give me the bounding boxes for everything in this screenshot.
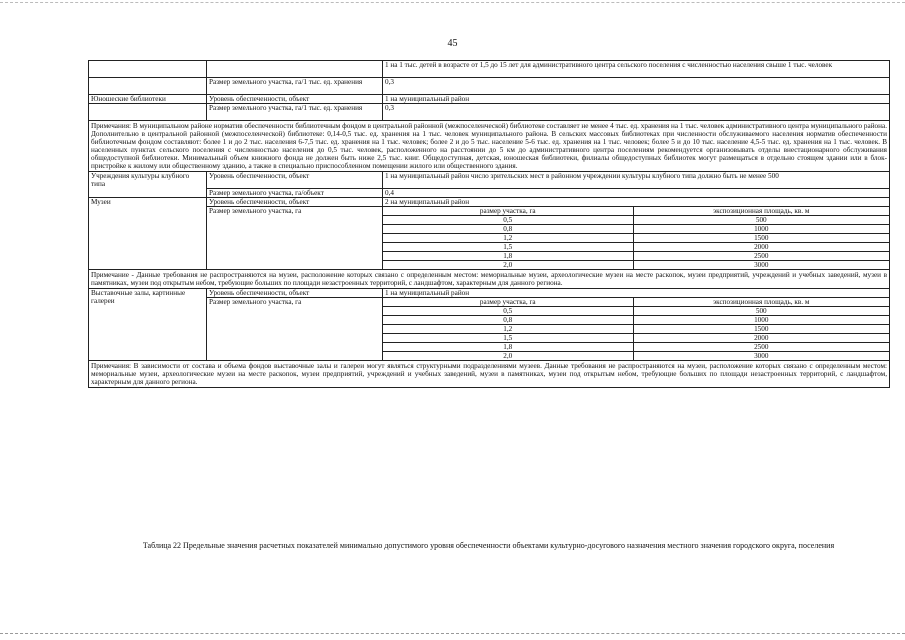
inner-row — [383, 343, 889, 352]
inner-row — [383, 325, 889, 334]
inner-header-row — [383, 298, 889, 307]
inner-row — [383, 334, 889, 343]
inner-row — [383, 316, 889, 325]
inner-header-row — [383, 207, 889, 216]
note-libraries: Примечания: В муниципальном районе норматив обеспеченности библиотечным фондом в центральной районной (межпоселенческой) библиотеке составляет не менее 4 тыс. ед. хранения на 1 тыс. человек административного центра муниципального района. Дополнительно в центральной районной (межпоселенческой) библиотеке: 0,14-0,5 тыс. ед. хранения на 1 тыс. человек муниципального района. В сельских массовых библиотеках при численности обслуживаемого населения норматив обеспеченности библиотечным фондом составляют: более 1 и до 2 тыс. населения 6-7,5 тыс. ед. хранения на 1 тыс. человек; более 2 и до 5 тыс. население 5-6 тыс. ед. хранения на 1 тыс. человек; более 5 и до 10 тыс. население 4,5-5 тыс. ед. хранения на 1 тыс. человек. В населенных пунктах сельского поселения с численностью населения до 0,5 тыс. человек, расположенного на расстоянии до 5 км до административного центра поселениям рекомендуется организовывать отделы внестационарного обслуживания общедоступной библиотеки. Минимальный объем книжного фонда не должен быть ниже 2,5 тыс. книг. Общедоступная, детская, юношеская библиотеки, филиалы общедоступных библиотек могут размещаться в отдельно стоящем здании или в блок-пристройке к жилому или общественному зданию, а также в специально приспособленном помещении жилого или общественного здания. — [89, 121, 890, 172]
inner-header: экспозиционная площадь, кв. м — [633, 207, 889, 216]
document-body — [88, 60, 889, 388]
museum-area-cell — [383, 207, 890, 270]
table-row — [89, 198, 890, 207]
table-row — [89, 289, 890, 298]
table-row — [89, 189, 890, 198]
inner-cell: 1500 — [633, 325, 889, 334]
inner-cell: 1,2 — [383, 325, 633, 334]
museum-area-table — [383, 207, 889, 269]
table-cell-param: Размер земельного участка, га/объект — [207, 189, 383, 198]
inner-header: экспозиционная площадь, кв. м — [633, 298, 889, 307]
table-cell-name: Учреждения культуры клубного типа — [89, 172, 207, 198]
table-row — [89, 104, 890, 121]
inner-cell: 500 — [633, 307, 889, 316]
inner-row — [383, 307, 889, 316]
inner-cell: 2000 — [633, 334, 889, 343]
table-row-note — [89, 121, 890, 172]
inner-cell: 2500 — [633, 252, 889, 261]
inner-row — [383, 225, 889, 234]
table-cell-value: 2 на муниципальный район — [383, 198, 890, 207]
inner-cell: 0,8 — [383, 225, 633, 234]
table-cell-name: Юношеские библиотеки — [89, 95, 207, 104]
inner-cell: 1000 — [633, 225, 889, 234]
table-caption: Таблица 22 Предельные значения расчетных показателей минимально допустимого уровня обеспеченности объектами культурно-досугового назначения местного значения городского округа, поселения — [142, 541, 835, 550]
table-cell-value: 0,3 — [383, 78, 890, 95]
table-row-note — [89, 361, 890, 388]
table-cell-param: Размер земельного участка, га/1 тыс. ед. хранения — [207, 78, 383, 95]
note-galleries: Примечания: В зависимости от состава и объема фондов выставочные залы и галереи могут являться структурными подразделениями музеев. Данные требования не распространяются на музеи, расположение которых связано с определенным местом: мемориальные музеи, археологические музеи на месте раскопок, музеи предприятий, учреждений и учебных заведений, музеи в памятниках, музеи под открытым небом, требующие больших по площади незастроенных территорий, с ландшафтом, характерным для данного региона. — [89, 361, 890, 388]
scan-edge-bottom — [0, 633, 905, 634]
inner-header: размер участка, га — [383, 298, 633, 307]
inner-cell: 500 — [633, 216, 889, 225]
table-cell-param: Уровень обеспеченности, объект — [207, 172, 383, 189]
inner-cell: 1500 — [633, 234, 889, 243]
gallery-area-table — [383, 298, 889, 360]
table-cell-param: Уровень обеспеченности, объект — [207, 289, 383, 298]
inner-cell: 1000 — [633, 316, 889, 325]
table-cell-param: Размер земельного участка, га — [207, 298, 383, 361]
inner-cell: 2000 — [633, 243, 889, 252]
table-row — [89, 95, 890, 104]
note-museums: Примечание - Данные требования не распространяются на музеи, расположение которых связано с определенным местом: мемориальные музеи, археологические музеи на месте раскопок, музеи предприятий, учреждений и учебных заведений, музеи в памятниках, музеи под открытым небом, требующие больших по площади незастроенных территорий, с ландшафтом, характерным для данного региона. — [89, 270, 890, 289]
table-cell — [89, 104, 207, 121]
inner-cell: 2,0 — [383, 261, 633, 270]
inner-cell: 1,5 — [383, 243, 633, 252]
table-cell-value: 1 на муниципальный район — [383, 289, 890, 298]
inner-row — [383, 261, 889, 270]
scan-edge-top — [0, 2, 905, 3]
table-row — [89, 78, 890, 95]
inner-cell: 3000 — [633, 352, 889, 361]
table-cell-value: 1 на муниципальный район — [383, 95, 890, 104]
table-cell-value: 1 на 1 тыс. детей в возрасте от 1,5 до 15 лет для административного центра сельского поселения с численностью населения свыше 1 тыс. человек — [383, 61, 890, 78]
page-number: 45 — [447, 38, 458, 49]
table-cell-value: 1 на муниципальный район число зрительских мест в районном учреждении культуры клубного типа должно быть не менее 500 — [383, 172, 890, 189]
table-row — [89, 298, 890, 361]
table-row-note — [89, 270, 890, 289]
inner-cell: 1,8 — [383, 252, 633, 261]
table-row — [89, 207, 890, 270]
table-cell-param: Размер земельного участка, га — [207, 207, 383, 270]
inner-cell: 1,5 — [383, 334, 633, 343]
table-cell-name: Музеи — [89, 198, 207, 270]
table-cell-param: Уровень обеспеченности, объект — [207, 198, 383, 207]
inner-cell: 3000 — [633, 261, 889, 270]
table-row — [89, 61, 890, 78]
inner-header: размер участка, га — [383, 207, 633, 216]
inner-row — [383, 252, 889, 261]
gallery-area-cell — [383, 298, 890, 361]
inner-cell: 0,8 — [383, 316, 633, 325]
table-cell-value: 0,3 — [383, 104, 890, 121]
inner-row — [383, 243, 889, 252]
inner-cell: 0,5 — [383, 216, 633, 225]
table-cell-param: Уровень обеспеченности, объект — [207, 95, 383, 104]
table-row — [89, 172, 890, 189]
inner-row — [383, 352, 889, 361]
table-cell-value: 0,4 — [383, 189, 890, 198]
table-cell — [89, 61, 207, 78]
table-cell — [89, 78, 207, 95]
inner-cell: 2500 — [633, 343, 889, 352]
standards-table — [88, 60, 890, 388]
inner-cell: 1,2 — [383, 234, 633, 243]
inner-cell: 0,5 — [383, 307, 633, 316]
inner-row — [383, 234, 889, 243]
table-cell — [207, 61, 383, 78]
inner-cell: 1,8 — [383, 343, 633, 352]
table-cell-param: Размер земельного участка, га/1 тыс. ед. хранения — [207, 104, 383, 121]
inner-row — [383, 216, 889, 225]
inner-cell: 2,0 — [383, 352, 633, 361]
table-cell-name: Выставочные залы, картинные галереи — [89, 289, 207, 361]
